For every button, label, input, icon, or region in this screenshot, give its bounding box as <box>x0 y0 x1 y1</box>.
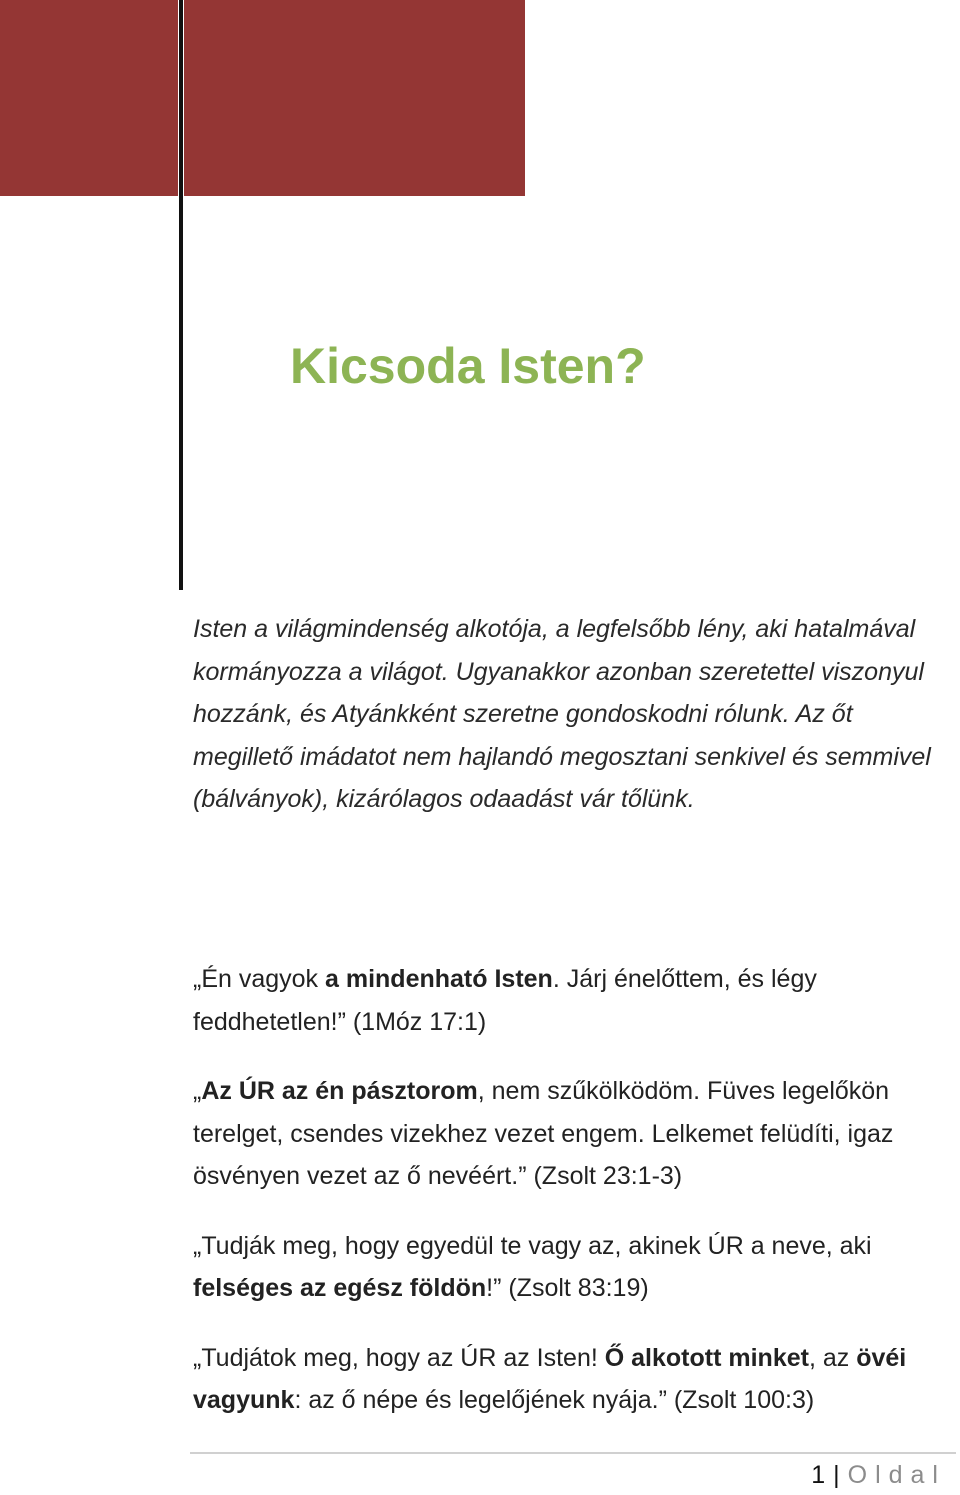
verse-2 <box>193 1070 943 1198</box>
verse-3 <box>193 1225 943 1310</box>
footer-divider <box>190 1452 956 1454</box>
verse-text: . Járj énelőttem, és légy feddhetetlen!” (1Móz 17:1) <box>193 965 817 1036</box>
intro-paragraph: Isten a világmindenség alkotója, a legfelsőbb lény, aki hatalmával kormányozza a világot. Ugyanakkor azonban szeretettel viszonyul hozzánk, és Atyánkként szeretne gondoskodni rólunk. Az őt megillető imádatot nem hajlandó megosztani senkivel és semmivel (bálványok), kizárólagos odaadást vár tőlünk. <box>193 615 931 813</box>
verse-emphasis: Az ÚR az én pásztorom <box>201 1077 478 1105</box>
page-number: 1 <box>811 1461 826 1489</box>
verse-text: , nem szűkölködöm. Füves legelőkön terelget, csendes vizekhez vezet engem. Lelkemet felüdíti, igaz ösvényen vezet az ő nevéért.” (Zsolt 23:1-3) <box>193 1077 894 1190</box>
verse-emphasis: a mindenható Isten <box>325 965 553 993</box>
verse-1 <box>193 958 943 1043</box>
verse-text: „Tudják meg, hogy egyedül te vagy az, akinek ÚR a neve, aki <box>193 1231 872 1260</box>
verse-text: „Én vagyok <box>193 965 326 993</box>
verse-4 <box>193 1337 943 1422</box>
verse-text: : az ő népe és legelőjének nyája.” (Zsolt 100:3) <box>294 1386 815 1414</box>
verse-emphasis: felséges az egész földön <box>193 1274 487 1302</box>
header-color-block-right <box>184 0 525 196</box>
vertical-divider-line <box>179 0 183 590</box>
footer-page-word: Oldal <box>847 1461 946 1489</box>
verse-text: , az <box>808 1343 857 1372</box>
footer-separator: | <box>833 1461 840 1489</box>
verse-list <box>193 958 943 1422</box>
verse-text: „ <box>193 1077 202 1105</box>
verse-text: !” (Zsolt 83:19) <box>486 1274 649 1302</box>
page-footer <box>811 1458 946 1492</box>
verse-emphasis: övéi vagyunk <box>193 1343 907 1414</box>
verse-text: „Tudjátok meg, hogy az ÚR az Isten! <box>193 1343 605 1372</box>
page-title: Kicsoda Isten? <box>290 338 646 394</box>
header-color-block-left <box>0 0 178 196</box>
verse-emphasis: Ő alkotott minket <box>604 1343 809 1372</box>
